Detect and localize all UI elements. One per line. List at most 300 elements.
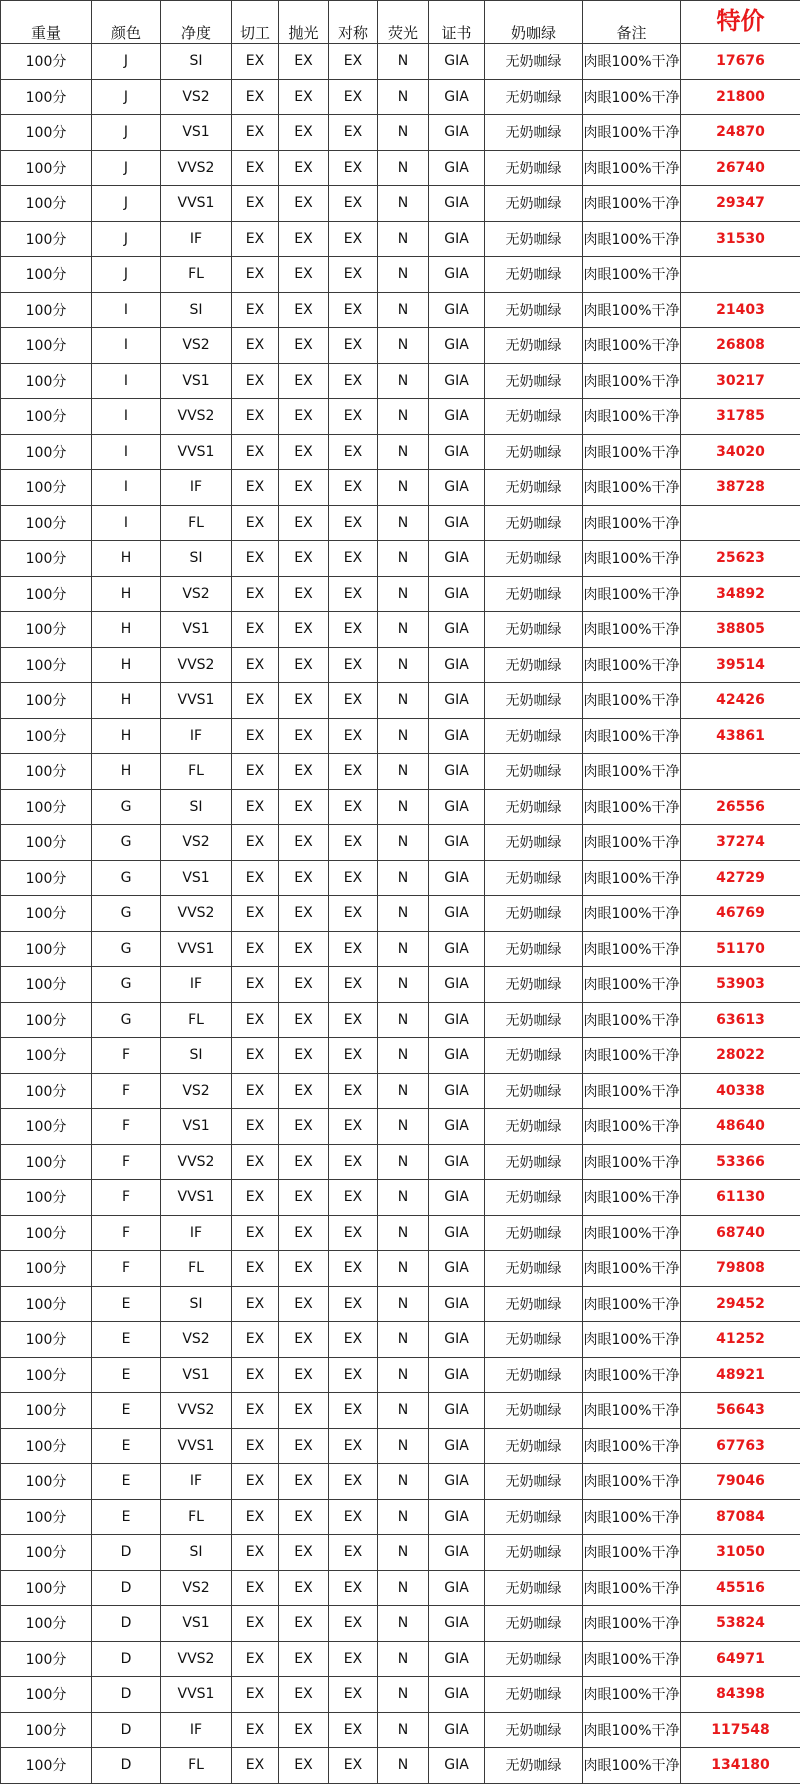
cell-special-price: 79808 [681,1251,800,1287]
cell-color: I [92,505,161,541]
cell-special-price: 53366 [681,1144,800,1180]
cell-polish: EX [279,576,329,612]
cell-clarity: FL [161,1748,232,1784]
cell-fluorescence: N [378,1677,429,1713]
cell-special-price: 21403 [681,292,800,328]
cell-clarity: VVS1 [161,683,232,719]
cell-clarity: SI [161,44,232,80]
cell-color: G [92,931,161,967]
cell-clarity: VS2 [161,1322,232,1358]
cell-certificate: GIA [429,221,485,257]
cell-special-price: 67763 [681,1428,800,1464]
cell-symmetry: EX [329,1215,378,1251]
cell-remark: 肉眼100%干净 [583,754,681,790]
header-weight: 重量 [1,1,92,44]
cell-symmetry: EX [329,967,378,1003]
cell-weight: 100分 [1,754,92,790]
cell-clarity: VVS2 [161,1641,232,1677]
cell-fluorescence: N [378,44,429,80]
cell-weight: 100分 [1,576,92,612]
cell-clarity: VS1 [161,860,232,896]
cell-milky: 无奶咖绿 [485,505,583,541]
cell-color: D [92,1712,161,1748]
cell-color: F [92,1038,161,1074]
cell-polish: EX [279,1535,329,1571]
table-row [1,1251,800,1287]
table-row [1,1357,800,1393]
cell-remark: 肉眼100%干净 [583,328,681,364]
cell-polish: EX [279,186,329,222]
cell-fluorescence: N [378,434,429,470]
cell-polish: EX [279,896,329,932]
cell-symmetry: EX [329,825,378,861]
cell-milky: 无奶咖绿 [485,434,583,470]
cell-cut: EX [232,1357,279,1393]
cell-weight: 100分 [1,1038,92,1074]
cell-fluorescence: N [378,967,429,1003]
cell-certificate: GIA [429,1286,485,1322]
cell-cut: EX [232,1748,279,1784]
cell-polish: EX [279,257,329,293]
table-row [1,683,800,719]
table-row [1,576,800,612]
cell-weight: 100分 [1,292,92,328]
cell-polish: EX [279,754,329,790]
table-row [1,647,800,683]
cell-clarity: IF [161,1712,232,1748]
cell-cut: EX [232,1002,279,1038]
cell-symmetry: EX [329,399,378,435]
cell-special-price [681,505,800,541]
cell-special-price: 64971 [681,1641,800,1677]
cell-fluorescence: N [378,1286,429,1322]
header-polish: 抛光 [279,1,329,44]
cell-weight: 100分 [1,541,92,577]
cell-milky: 无奶咖绿 [485,967,583,1003]
cell-clarity: IF [161,1215,232,1251]
cell-weight: 100分 [1,1109,92,1145]
cell-polish: EX [279,1464,329,1500]
cell-clarity: VVS1 [161,1180,232,1216]
cell-color: I [92,328,161,364]
cell-remark: 肉眼100%干净 [583,1144,681,1180]
cell-certificate: GIA [429,1393,485,1429]
cell-certificate: GIA [429,257,485,293]
cell-weight: 100分 [1,257,92,293]
table-row [1,434,800,470]
cell-fluorescence: N [378,1109,429,1145]
cell-weight: 100分 [1,328,92,364]
cell-weight: 100分 [1,1428,92,1464]
cell-special-price: 17676 [681,44,800,80]
table-row [1,1073,800,1109]
cell-certificate: GIA [429,1712,485,1748]
cell-polish: EX [279,1606,329,1642]
cell-symmetry: EX [329,434,378,470]
cell-symmetry: EX [329,1712,378,1748]
cell-clarity: SI [161,1535,232,1571]
cell-fluorescence: N [378,1038,429,1074]
cell-weight: 100分 [1,647,92,683]
cell-cut: EX [232,363,279,399]
cell-color: E [92,1322,161,1358]
header-row [1,1,800,44]
cell-fluorescence: N [378,1002,429,1038]
cell-color: F [92,1144,161,1180]
cell-color: H [92,576,161,612]
cell-color: G [92,825,161,861]
cell-symmetry: EX [329,1109,378,1145]
cell-symmetry: EX [329,115,378,151]
cell-special-price [681,754,800,790]
table-row [1,612,800,648]
cell-certificate: GIA [429,1641,485,1677]
cell-symmetry: EX [329,292,378,328]
cell-symmetry: EX [329,221,378,257]
cell-clarity: VS1 [161,115,232,151]
cell-weight: 100分 [1,1180,92,1216]
cell-color: H [92,718,161,754]
cell-polish: EX [279,1180,329,1216]
cell-color: J [92,79,161,115]
cell-polish: EX [279,434,329,470]
cell-polish: EX [279,1073,329,1109]
cell-cut: EX [232,1038,279,1074]
cell-milky: 无奶咖绿 [485,150,583,186]
cell-special-price: 29347 [681,186,800,222]
cell-certificate: GIA [429,1215,485,1251]
cell-clarity: VS1 [161,363,232,399]
cell-polish: EX [279,399,329,435]
cell-weight: 100分 [1,1251,92,1287]
cell-weight: 100分 [1,1002,92,1038]
table-row [1,1180,800,1216]
table-row [1,1499,800,1535]
cell-special-price: 68740 [681,1215,800,1251]
cell-weight: 100分 [1,825,92,861]
cell-remark: 肉眼100%干净 [583,363,681,399]
cell-clarity: IF [161,221,232,257]
cell-milky: 无奶咖绿 [485,683,583,719]
cell-remark: 肉眼100%干净 [583,860,681,896]
cell-special-price: 51170 [681,931,800,967]
cell-symmetry: EX [329,44,378,80]
table-row [1,967,800,1003]
header-symmetry: 对称 [329,1,378,44]
table-row [1,1464,800,1500]
cell-color: F [92,1251,161,1287]
cell-certificate: GIA [429,1535,485,1571]
cell-color: D [92,1677,161,1713]
cell-certificate: GIA [429,789,485,825]
cell-weight: 100分 [1,967,92,1003]
cell-weight: 100分 [1,1393,92,1429]
cell-cut: EX [232,1428,279,1464]
cell-special-price: 26808 [681,328,800,364]
cell-symmetry: EX [329,718,378,754]
cell-clarity: VS1 [161,612,232,648]
cell-fluorescence: N [378,1428,429,1464]
cell-remark: 肉眼100%干净 [583,967,681,1003]
cell-color: H [92,683,161,719]
cell-certificate: GIA [429,1038,485,1074]
cell-remark: 肉眼100%干净 [583,1002,681,1038]
cell-weight: 100分 [1,1641,92,1677]
cell-remark: 肉眼100%干净 [583,1535,681,1571]
cell-cut: EX [232,896,279,932]
cell-fluorescence: N [378,1712,429,1748]
table-row [1,1215,800,1251]
cell-milky: 无奶咖绿 [485,1712,583,1748]
cell-symmetry: EX [329,150,378,186]
cell-symmetry: EX [329,1641,378,1677]
cell-remark: 肉眼100%干净 [583,1251,681,1287]
cell-fluorescence: N [378,612,429,648]
cell-remark: 肉眼100%干净 [583,1677,681,1713]
cell-clarity: VS2 [161,328,232,364]
cell-symmetry: EX [329,683,378,719]
cell-milky: 无奶咖绿 [485,541,583,577]
cell-cut: EX [232,505,279,541]
cell-milky: 无奶咖绿 [485,1535,583,1571]
cell-certificate: GIA [429,541,485,577]
cell-milky: 无奶咖绿 [485,1677,583,1713]
cell-color: F [92,1073,161,1109]
cell-cut: EX [232,257,279,293]
cell-milky: 无奶咖绿 [485,931,583,967]
cell-cut: EX [232,1180,279,1216]
cell-milky: 无奶咖绿 [485,470,583,506]
cell-cut: EX [232,860,279,896]
cell-fluorescence: N [378,1606,429,1642]
cell-remark: 肉眼100%干净 [583,505,681,541]
cell-weight: 100分 [1,1677,92,1713]
cell-certificate: GIA [429,470,485,506]
cell-fluorescence: N [378,1251,429,1287]
cell-color: F [92,1215,161,1251]
cell-clarity: SI [161,1038,232,1074]
cell-remark: 肉眼100%干净 [583,44,681,80]
cell-polish: EX [279,115,329,151]
cell-color: G [92,967,161,1003]
cell-cut: EX [232,1322,279,1358]
cell-milky: 无奶咖绿 [485,399,583,435]
cell-special-price: 117548 [681,1712,800,1748]
cell-clarity: VVS2 [161,1144,232,1180]
cell-symmetry: EX [329,1002,378,1038]
cell-milky: 无奶咖绿 [485,1286,583,1322]
cell-remark: 肉眼100%干净 [583,1499,681,1535]
cell-milky: 无奶咖绿 [485,1144,583,1180]
cell-weight: 100分 [1,931,92,967]
cell-weight: 100分 [1,79,92,115]
cell-color: J [92,186,161,222]
cell-weight: 100分 [1,44,92,80]
cell-clarity: FL [161,1251,232,1287]
cell-special-price: 21800 [681,79,800,115]
cell-special-price: 31050 [681,1535,800,1571]
table-row [1,221,800,257]
cell-milky: 无奶咖绿 [485,612,583,648]
cell-milky: 无奶咖绿 [485,186,583,222]
cell-certificate: GIA [429,1322,485,1358]
cell-certificate: GIA [429,399,485,435]
cell-remark: 肉眼100%干净 [583,1180,681,1216]
cell-special-price: 40338 [681,1073,800,1109]
cell-certificate: GIA [429,1073,485,1109]
cell-clarity: VVS2 [161,150,232,186]
cell-fluorescence: N [378,1144,429,1180]
cell-polish: EX [279,1251,329,1287]
cell-special-price: 24870 [681,115,800,151]
cell-weight: 100分 [1,1144,92,1180]
cell-polish: EX [279,789,329,825]
table-row [1,1144,800,1180]
cell-color: J [92,150,161,186]
cell-remark: 肉眼100%干净 [583,79,681,115]
cell-milky: 无奶咖绿 [485,1748,583,1784]
cell-color: D [92,1606,161,1642]
cell-milky: 无奶咖绿 [485,1038,583,1074]
cell-cut: EX [232,541,279,577]
table-row [1,328,800,364]
cell-polish: EX [279,860,329,896]
cell-symmetry: EX [329,647,378,683]
cell-fluorescence: N [378,718,429,754]
cell-certificate: GIA [429,115,485,151]
cell-clarity: VS2 [161,1570,232,1606]
cell-color: I [92,399,161,435]
cell-polish: EX [279,1428,329,1464]
cell-clarity: VS1 [161,1109,232,1145]
cell-color: E [92,1286,161,1322]
cell-cut: EX [232,683,279,719]
cell-cut: EX [232,44,279,80]
cell-special-price: 53903 [681,967,800,1003]
cell-polish: EX [279,505,329,541]
cell-clarity: SI [161,541,232,577]
cell-certificate: GIA [429,1499,485,1535]
cell-fluorescence: N [378,1357,429,1393]
cell-polish: EX [279,1038,329,1074]
cell-color: H [92,541,161,577]
cell-certificate: GIA [429,967,485,1003]
cell-special-price: 30217 [681,363,800,399]
cell-remark: 肉眼100%干净 [583,1073,681,1109]
cell-fluorescence: N [378,257,429,293]
cell-certificate: GIA [429,1109,485,1145]
cell-symmetry: EX [329,1428,378,1464]
cell-color: I [92,470,161,506]
cell-certificate: GIA [429,896,485,932]
cell-milky: 无奶咖绿 [485,363,583,399]
cell-special-price: 45516 [681,1570,800,1606]
table-row [1,860,800,896]
cell-weight: 100分 [1,115,92,151]
cell-color: F [92,1109,161,1145]
cell-certificate: GIA [429,683,485,719]
cell-weight: 100分 [1,683,92,719]
cell-polish: EX [279,683,329,719]
cell-remark: 肉眼100%干净 [583,292,681,328]
cell-fluorescence: N [378,541,429,577]
cell-fluorescence: N [378,470,429,506]
cell-certificate: GIA [429,1748,485,1784]
cell-color: E [92,1464,161,1500]
cell-symmetry: EX [329,1038,378,1074]
cell-certificate: GIA [429,363,485,399]
cell-fluorescence: N [378,1748,429,1784]
cell-clarity: VS2 [161,1073,232,1109]
cell-fluorescence: N [378,1535,429,1571]
cell-polish: EX [279,150,329,186]
cell-symmetry: EX [329,1180,378,1216]
cell-symmetry: EX [329,541,378,577]
cell-certificate: GIA [429,44,485,80]
cell-color: G [92,860,161,896]
cell-polish: EX [279,931,329,967]
cell-certificate: GIA [429,150,485,186]
cell-certificate: GIA [429,860,485,896]
cell-special-price: 48921 [681,1357,800,1393]
cell-cut: EX [232,1499,279,1535]
cell-fluorescence: N [378,292,429,328]
cell-special-price: 48640 [681,1109,800,1145]
cell-remark: 肉眼100%干净 [583,1322,681,1358]
cell-special-price: 61130 [681,1180,800,1216]
table-row [1,150,800,186]
cell-cut: EX [232,292,279,328]
cell-color: F [92,1180,161,1216]
cell-fluorescence: N [378,1641,429,1677]
cell-clarity: VS2 [161,79,232,115]
cell-special-price: 41252 [681,1322,800,1358]
cell-clarity: VVS2 [161,896,232,932]
cell-polish: EX [279,1641,329,1677]
cell-cut: EX [232,1109,279,1145]
cell-milky: 无奶咖绿 [485,1180,583,1216]
cell-polish: EX [279,718,329,754]
cell-symmetry: EX [329,1748,378,1784]
cell-milky: 无奶咖绿 [485,221,583,257]
table-row [1,718,800,754]
cell-polish: EX [279,825,329,861]
cell-cut: EX [232,718,279,754]
cell-milky: 无奶咖绿 [485,79,583,115]
cell-weight: 100分 [1,186,92,222]
cell-weight: 100分 [1,718,92,754]
cell-symmetry: EX [329,257,378,293]
cell-fluorescence: N [378,1464,429,1500]
cell-weight: 100分 [1,1215,92,1251]
cell-cut: EX [232,1073,279,1109]
cell-cut: EX [232,186,279,222]
cell-cut: EX [232,754,279,790]
table-row [1,470,800,506]
cell-remark: 肉眼100%干净 [583,1286,681,1322]
cell-symmetry: EX [329,931,378,967]
cell-cut: EX [232,647,279,683]
cell-milky: 无奶咖绿 [485,1109,583,1145]
cell-cut: EX [232,1606,279,1642]
cell-polish: EX [279,1002,329,1038]
cell-color: I [92,363,161,399]
cell-cut: EX [232,221,279,257]
cell-polish: EX [279,221,329,257]
table-row [1,292,800,328]
cell-milky: 无奶咖绿 [485,1606,583,1642]
cell-polish: EX [279,363,329,399]
